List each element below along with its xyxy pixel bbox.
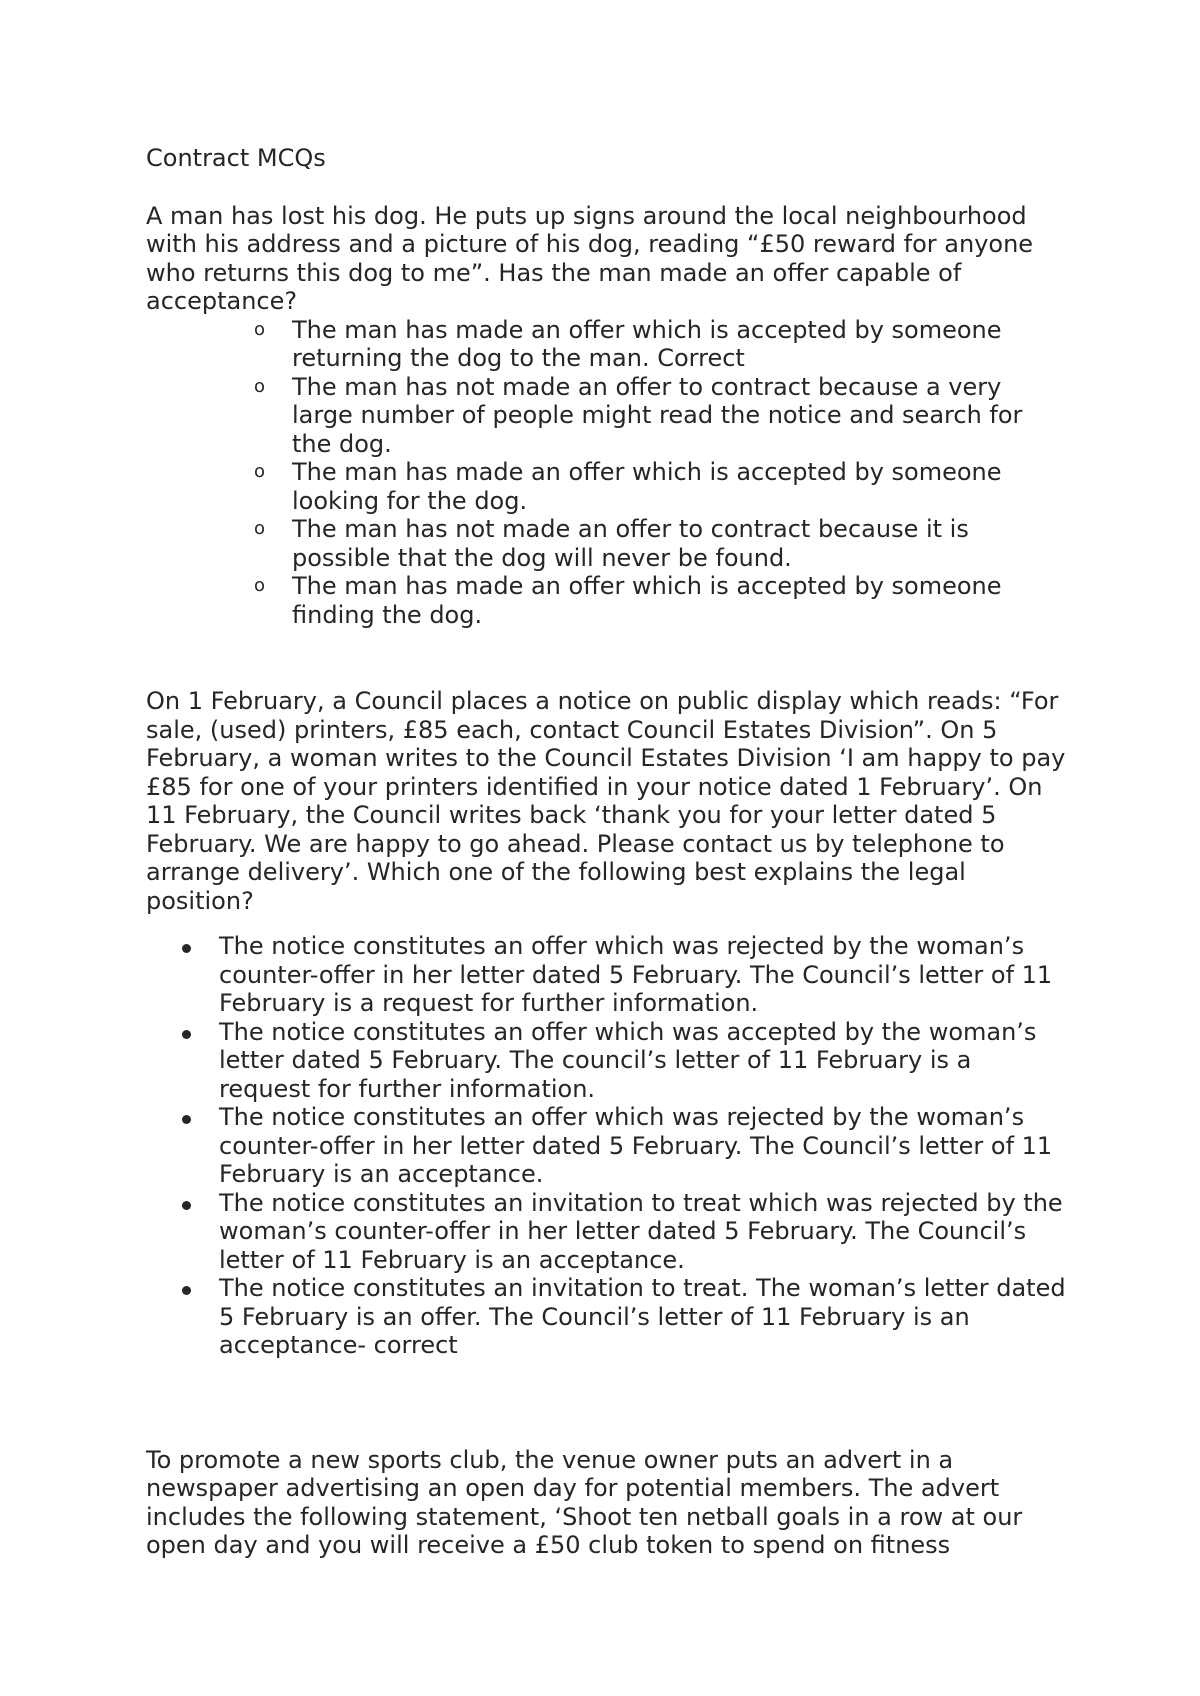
- option-text: The notice constitutes an offer which was rejected by the woman’s counter-offer in her letter dated 5 February. The Council’s letter of 11 February is a request for further information.: [219, 932, 1053, 1017]
- question-2-option: [146, 1274, 1066, 1360]
- question-1-option: [146, 515, 1066, 572]
- option-text: The man has made an offer which is accepted by someone looking for the dog.: [292, 458, 1002, 515]
- option-text: The notice constitutes an invitation to treat. The woman’s letter dated 5 February is an offer. The Council’s letter of 11 February is an acceptance- correct: [219, 1274, 1066, 1359]
- option-text: The man has made an offer which is accepted by someone returning the dog to the man. Correct: [292, 315, 1002, 372]
- question-2-option: [146, 932, 1066, 1018]
- disc-bullet-icon: [182, 1115, 191, 1124]
- question-1-options: [146, 316, 1066, 630]
- circle-bullet-icon: o: [254, 575, 266, 596]
- question-2-options: [146, 932, 1066, 1360]
- option-text: The notice constitutes an invitation to treat which was rejected by the woman’s counter-offer in her letter dated 5 February. The Council’s letter of 11 February is an acceptance.: [219, 1188, 1063, 1274]
- circle-bullet-icon: o: [254, 375, 266, 397]
- question-2-text: On 1 February, a Council places a notice on public display which reads: “For sale, (used) printers, £85 each, contact Council Estates Division”. On 5 February, a woman writes to the Council Estates Division ‘I am happy to pay £85 for one of your printers identified in your notice dated 1 February’. On 11 February, the Council writes back ‘thank you for your letter dated 5 February. We are happy to go ahead. Please contact us by telephone to arrange delivery’. Which one of the following best explains the legal position?: [146, 687, 1066, 915]
- question-1-text: A man has lost his dog. He puts up signs around the local neighbourhood with his address and a picture of his dog, reading “£50 reward for anyone who returns this dog to me”. Has the man made an offer capable of acceptance?: [146, 201, 1034, 315]
- disc-bullet-icon: [182, 1286, 191, 1295]
- question-1-option: [146, 373, 1066, 459]
- question-3-text: To promote a new sports club, the venue owner puts an advert in a newspaper advertising an open day for potential members. The advert includes the following statement, ‘Shoot ten netball goals in a row at our open day and you will receive a £50 club token to spend on fitness: [146, 1445, 1023, 1559]
- disc-bullet-icon: [182, 944, 191, 953]
- disc-bullet-icon: [182, 1030, 191, 1039]
- document-title: Contract MCQs: [146, 144, 326, 172]
- option-text: The notice constitutes an offer which was accepted by the woman’s letter dated 5 February. The council’s letter of 11 February is a request for further information.: [219, 1017, 1037, 1103]
- option-text: The man has made an offer which is accepted by someone finding the dog.: [292, 572, 1002, 629]
- document-page: [146, 144, 1066, 1560]
- question-1-option: [146, 316, 1066, 373]
- option-text: The man has not made an offer to contract because a very large number of people might read the notice and search for the dog.: [292, 372, 1023, 458]
- option-text: The notice constitutes an offer which was rejected by the woman’s counter-offer in her letter dated 5 February. The Council’s letter of 11 February is an acceptance.: [219, 1103, 1053, 1188]
- question-1-option: [146, 458, 1066, 515]
- circle-bullet-icon: o: [254, 518, 266, 539]
- disc-bullet-icon: [182, 1201, 191, 1210]
- circle-bullet-icon: o: [254, 318, 266, 340]
- question-2-option: [146, 1103, 1066, 1189]
- question-2-option: [146, 1018, 1066, 1104]
- question-1-option: [146, 572, 1066, 629]
- circle-bullet-icon: o: [254, 461, 266, 482]
- question-2-option: [146, 1189, 1066, 1275]
- option-text: The man has not made an offer to contract because it is possible that the dog will never be found.: [292, 515, 969, 572]
